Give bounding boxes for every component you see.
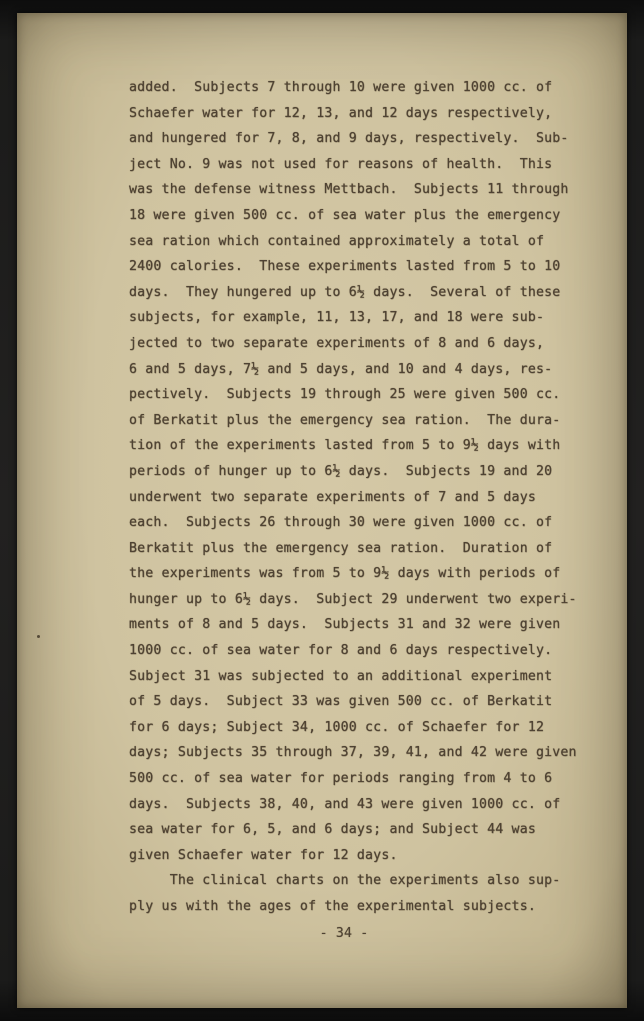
text-line: tion of the experiments lasted from 5 to 9½ days with [129, 438, 561, 454]
text-line: ject No. 9 was not used for reasons of health. This [129, 156, 553, 172]
text-line: subjects, for example, 11, 13, 17, and 18 were sub- [129, 310, 545, 326]
text-line: ply us with the ages of the experimental subjects. [129, 899, 536, 914]
text-line: underwent two separate experiments of 7 and 5 days [129, 489, 536, 505]
ink-speck [37, 635, 40, 638]
text-line: Schaefer water for 12, 13, and 12 days respectively, [129, 105, 553, 121]
text-line: 18 were given 500 cc. of sea water plus the emergency [129, 207, 561, 223]
text-line: of 5 days. Subject 33 was given 500 cc. of Berkatit [129, 694, 553, 710]
text-line: 2400 calories. These experiments lasted from 5 to 10 [129, 259, 561, 275]
text-line: of Berkatit plus the emergency sea ration. The dura- [129, 412, 561, 428]
text-line: 500 cc. of sea water for periods ranging from 4 to 6 [129, 771, 553, 787]
text-line: for 6 days; Subject 34, 1000 cc. of Schaefer for 12 [129, 719, 545, 735]
text-line: days. Subjects 38, 40, and 43 were given 1000 cc. of [129, 796, 561, 812]
text-line: each. Subjects 26 through 30 were given 1000 cc. of [129, 515, 553, 531]
text-line: 1000 cc. of sea water for 8 and 6 days respectively. [129, 643, 553, 659]
text-line: ments of 8 and 5 days. Subjects 31 and 32 were given [129, 617, 561, 633]
text-line: days; Subjects 35 through 37, 39, 41, and 42 were given [129, 745, 577, 761]
text-line: and hungered for 7, 8, and 9 days, respectively. Sub- [129, 131, 569, 147]
text-line: hunger up to 6½ days. Subject 29 underwent two experi- [129, 591, 577, 607]
text-line: 6 and 5 days, 7½ and 5 days, and 10 and 4 days, res- [129, 361, 553, 377]
text-line: The clinical charts on the experiments also sup- [129, 873, 561, 889]
text-line: days. They hungered up to 6½ days. Several of these [129, 284, 561, 300]
text-line: periods of hunger up to 6½ days. Subjects 19 and 20 [129, 463, 553, 479]
text-line: given Schaefer water for 12 days. [129, 847, 398, 863]
text-line: added. Subjects 7 through 10 were given 1000 cc. of [129, 80, 553, 95]
text-line: the experiments was from 5 to 9½ days with periods of [129, 566, 561, 582]
text-line: pectively. Subjects 19 through 25 were given 500 cc. [129, 387, 561, 403]
body-text [129, 75, 577, 920]
text-line: was the defense witness Mettbach. Subjects 11 through [129, 182, 569, 198]
text-line: Subject 31 was subjected to an additional experiment [129, 668, 553, 684]
text-line: sea ration which contained approximately a total of [129, 233, 545, 249]
page-number: - 34 - [319, 926, 369, 941]
document-page [17, 13, 627, 1008]
text-line: sea water for 6, 5, and 6 days; and Subject 44 was [129, 822, 536, 838]
text-line: Berkatit plus the emergency sea ration. Duration of [129, 540, 553, 556]
text-line: jected to two separate experiments of 8 and 6 days, [129, 335, 545, 351]
